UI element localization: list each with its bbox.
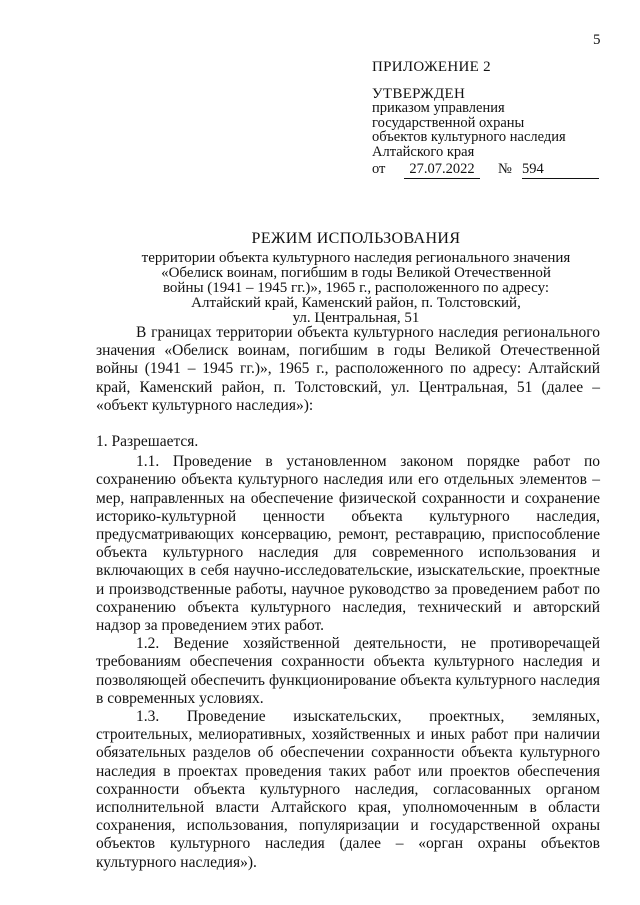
order-line — [372, 162, 612, 180]
document-body — [96, 324, 600, 872]
approved-title: УТВЕРЖДЕН — [372, 85, 466, 102]
approval-line: объектов культурного наследия — [372, 129, 566, 145]
section-heading: 1. Разрешается. — [96, 433, 199, 451]
regime-subtitle-line: войны (1941 – 1945 гг.)», 1965 г., расположенного по адресу: — [162, 280, 550, 296]
item-1-3: 1.3. Проведение изыскательских, проектных, земляных, строительных, мелиоративных, хозяйственных и иных работ при наличии обязательных разделов об обеспечении сохранности объекта культурного наследия в проектах проведения таких работ или проектов обеспечения сохранности объекта культурного наследия, согласованных органом исполнительной власти Алтайского края, уполномоченным в области сохранения, использования, популяризации и государственной охраны объектов культурного наследия (далее – «орган охраны объектов культурного наследия»). — [96, 708, 600, 871]
regime-subtitle-line: ул. Центральная, 51 — [292, 310, 420, 326]
regime-subtitle-line: «Обелиск воинам, погибшим в годы Великой Отечественной — [161, 265, 551, 281]
regime-title: РЕЖИМ ИСПОЛЬЗОВАНИЯ — [251, 230, 461, 247]
regime-subtitle-line: территории объекта культурного наследия регионального значения — [141, 250, 571, 266]
regime-subtitle-line: Алтайский край, Каменский район, п. Толстовский, — [191, 295, 521, 311]
appendix-title: ПРИЛОЖЕНИЕ 2 — [372, 59, 491, 75]
item-1-2: 1.2. Ведение хозяйственной деятельности, не противоречащей требованиям обеспечения сохранности объекта культурного наследия и позволяющей обеспечить функционирование объекта культурного наследия в современных условиях. — [96, 635, 600, 707]
approval-line: Алтайского края — [372, 143, 475, 160]
item-1-1: 1.1. Проведение в установленном законом порядке работ по сохранению объекта культурного наследия или его отдельных элементов – мер, направленных на обеспечение физической сохранности и сохранение историко-культурной ценности объекта культурного наследия, предусматривающих консервацию, ремонт, реставрацию, приспособление объекта культурного наследия для современного использования и включающих в себя научно-исследовательские, изыскательские, проектные и производственные работы, научное руководство за проведением работ по сохранению объекта культурного наследия, технический и авторский надзор за проведением этих работ. — [96, 453, 600, 635]
approval-lines — [372, 101, 612, 159]
approval-line: государственной охраны — [372, 114, 525, 131]
regime-subtitle — [96, 251, 616, 326]
intro-paragraph: В границах территории объекта культурного наследия регионального значения «Обелиск воинам, погибшим в годы Великой Отечественной войны (1941 – 1945 гг.)», 1965 г., расположенного по адресу: Алтайский край, Каменский район, п. Толстовский, ул. Центральная, 51 (далее – «объект культурного наследия»): — [96, 324, 600, 414]
approval-block — [372, 60, 612, 180]
order-from-label: от — [372, 161, 386, 177]
order-number: 594 — [522, 162, 599, 179]
regime-heading — [96, 230, 616, 326]
order-date: 27.07.2022 — [404, 162, 480, 179]
approval-line: приказом управления — [372, 100, 505, 116]
page-number: 5 — [593, 32, 601, 48]
order-number-sign: № — [498, 161, 512, 177]
